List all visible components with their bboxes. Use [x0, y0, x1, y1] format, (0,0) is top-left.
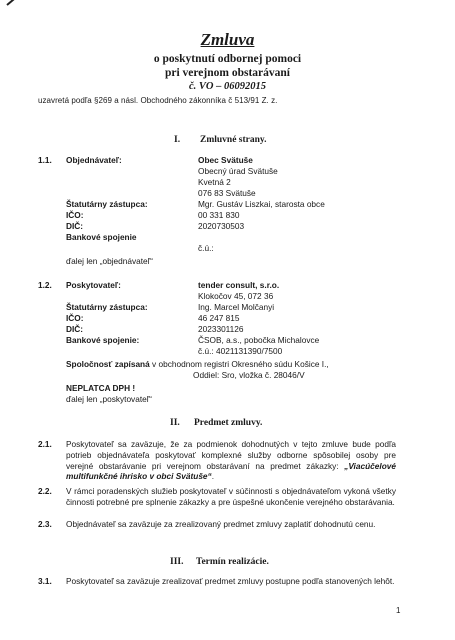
- subtitle-line-2: pri verejnom obstarávaní: [164, 67, 290, 79]
- orderer-dic-value: 2020730503: [198, 221, 245, 231]
- provider-number: 1.2.: [38, 280, 52, 290]
- orderer-statutory-value: Mgr. Gustáv Liszkai, starosta obce: [198, 199, 325, 209]
- para-2-1-text-a: Poskytovateľ sa zaväzuje, že za podmienok dohodnutých v tejto zmluve bude podľa potrieb objednávateľa poskytovať komplexné služby odborne spôsobilej osoby pre verejné obstarávanie pri verejnom obstarávaní na predmet zákazky:: [66, 439, 396, 471]
- provider-ico-value: 46 247 815: [198, 313, 240, 323]
- page-number: 1: [396, 606, 401, 615]
- contract-number: č. VO – 06092015: [189, 81, 266, 92]
- provider-vat-status: NEPLATCA DPH !: [66, 383, 136, 393]
- provider-registry-bold: Spoločnosť zapísaná: [66, 359, 150, 369]
- para-3-1-number: 3.1.: [38, 576, 52, 586]
- provider-name: tender consult, s.r.o.: [198, 280, 280, 290]
- subtitle-line-1: o poskytnutí odbornej pomoci: [153, 53, 302, 65]
- provider-bank-label: Bankové spojenie:: [66, 335, 140, 345]
- provider-registry: [66, 359, 329, 369]
- section-1-number: I.: [174, 135, 181, 145]
- section-3-heading: Termín realizácie.: [196, 557, 269, 567]
- pen-mark: [6, 0, 23, 6]
- document-title: Zmluva: [200, 30, 255, 49]
- para-2-1-number: 2.1.: [38, 439, 52, 449]
- orderer-address-1: Obecný úrad Svätuše: [198, 166, 278, 176]
- provider-statutory-label: Štatutárny zástupca:: [66, 302, 148, 312]
- provider-address-1: Klokočov 45, 072 36: [198, 291, 274, 301]
- provider-registry-line-2: Oddiel: Sro, vložka č. 28046/V: [193, 370, 305, 380]
- orderer-label: Objednávateľ:: [66, 155, 122, 165]
- para-2-2-number: 2.2.: [38, 486, 52, 496]
- orderer-number: 1.1.: [38, 155, 52, 165]
- orderer-alias: ďalej len „objednávateľ“: [66, 256, 153, 266]
- section-2-number: II.: [170, 418, 180, 428]
- orderer-ico-value: 00 331 830: [198, 210, 240, 220]
- section-1-heading: Zmluvné strany.: [200, 135, 267, 145]
- orderer-address-2: Kvetná 2: [198, 177, 231, 187]
- orderer-name: Obec Svätuše: [198, 155, 253, 165]
- para-2-1-text: [66, 439, 396, 482]
- provider-registry-rest: v obchodnom registri Okresného súdu Košice I.,: [149, 359, 329, 369]
- para-2-3-text: Objednávateľ sa zaväzuje za zrealizovaný predmet zmluvy zaplatiť dohodnutú cenu.: [66, 519, 376, 529]
- law-reference: uzavretá podľa §269 a násl. Obchodného zákonníka č 513/91 Z. z.: [38, 96, 278, 105]
- section-2-heading: Predmet zmluvy.: [194, 418, 263, 428]
- orderer-ico-label: IČO:: [66, 210, 84, 220]
- orderer-statutory-label: Štatutárny zástupca:: [66, 199, 148, 209]
- orderer-bank-label: Bankové spojenie: [66, 232, 137, 242]
- provider-dic-value: 2023301126: [198, 324, 244, 334]
- provider-statutory-value: Ing. Marcel Molčanyi: [198, 302, 275, 312]
- section-3-number: III.: [170, 557, 184, 567]
- orderer-bank-account: č.ú.:: [198, 243, 214, 253]
- para-2-1-text-c: .: [211, 471, 215, 482]
- provider-dic-label: DIČ:: [66, 324, 84, 334]
- orderer-address-3: 076 83 Svätuše: [198, 188, 256, 198]
- provider-alias: ďalej len „poskytovateľ“: [66, 394, 152, 404]
- para-2-1-subject: „Viacúčelové multifunkčné ihrisko v obci Svätuše“: [66, 460, 396, 482]
- orderer-dic-label: DIČ:: [66, 221, 84, 231]
- para-2-2-text: V rámci poradenských služieb poskytovateľ v súčinnosti s objednávateľom vykoná všetky činnosti potrebné pre splnenie zákazky a pre úspešné ukončenie verejného obstarávania.: [66, 486, 396, 507]
- provider-label: Poskytovateľ:: [66, 280, 121, 290]
- para-2-3-number: 2.3.: [38, 519, 52, 529]
- provider-bank-account: č.ú.: 4021131390/7500: [198, 346, 283, 356]
- para-3-1-text: Poskytovateľ sa zaväzuje zrealizovať predmet zmluvy postupne podľa stanovených lehôt.: [66, 576, 395, 586]
- provider-ico-label: IČO:: [66, 313, 84, 323]
- provider-bank-value: ČSOB, a.s., pobočka Michalovce: [198, 335, 320, 345]
